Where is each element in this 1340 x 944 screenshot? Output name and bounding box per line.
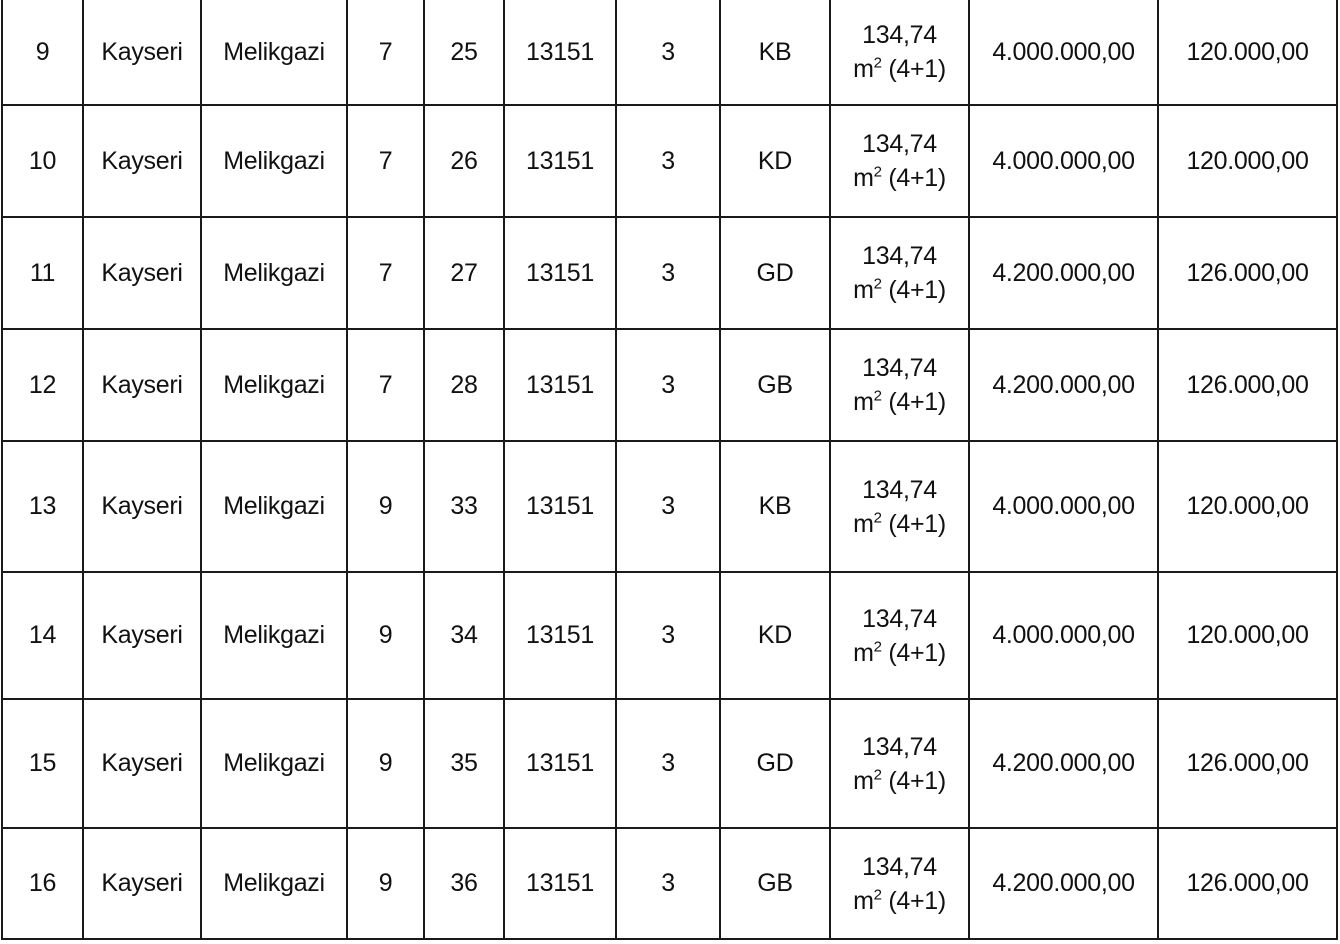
table-row (2, 572, 1337, 699)
unit-cell: 36 (424, 828, 504, 939)
table-row (2, 217, 1337, 329)
area-exponent: 2 (873, 387, 882, 405)
area-unit: m (853, 276, 874, 304)
block-cell: 9 (347, 699, 424, 828)
floor-cell: 3 (616, 441, 720, 572)
area-cell (830, 572, 969, 699)
district-cell: Melikgazi (201, 572, 347, 699)
area-detail (831, 887, 968, 915)
area-exponent: 2 (873, 54, 882, 72)
block-cell: 9 (347, 572, 424, 699)
row-number: 15 (2, 699, 83, 828)
parcel-cell: 13151 (504, 0, 616, 105)
district-cell: Melikgazi (201, 217, 347, 329)
unit-cell: 33 (424, 441, 504, 572)
area-rooms: (4+1) (881, 766, 946, 795)
price-cell: 4.000.000,00 (969, 572, 1158, 699)
area-exponent: 2 (873, 766, 882, 784)
area-rooms: (4+1) (881, 55, 946, 83)
city-cell: Kayseri (83, 105, 201, 217)
table-row (2, 105, 1337, 217)
area-value: 134,74 (862, 130, 937, 158)
area-exponent: 2 (873, 886, 882, 904)
price-cell: 4.000.000,00 (969, 0, 1158, 105)
facade-cell: KB (720, 0, 830, 105)
area-cell (830, 329, 969, 441)
city-cell: Kayseri (83, 699, 201, 828)
facade-cell: GB (720, 828, 830, 939)
floor-cell: 3 (616, 217, 720, 329)
area-unit: m (853, 766, 874, 795)
property-listing-table (1, 0, 1338, 940)
area-cell (830, 699, 969, 828)
parcel-cell: 13151 (504, 105, 616, 217)
facade-cell: GD (720, 217, 830, 329)
area-value: 134,74 (862, 21, 937, 49)
area-value: 134,74 (862, 242, 937, 270)
area-cell (830, 828, 969, 939)
block-cell: 7 (347, 217, 424, 329)
block-cell: 9 (347, 441, 424, 572)
city-cell: Kayseri (83, 572, 201, 699)
unit-cell: 27 (424, 217, 504, 329)
parcel-cell: 13151 (504, 217, 616, 329)
area-exponent: 2 (873, 275, 882, 293)
area-unit: m (853, 638, 874, 667)
row-number: 10 (2, 105, 83, 217)
unit-cell: 25 (424, 0, 504, 105)
area-unit: m (853, 886, 874, 915)
floor-cell: 3 (616, 572, 720, 699)
parcel-cell: 13151 (504, 699, 616, 828)
area-rooms: (4+1) (881, 276, 946, 304)
floor-cell: 3 (616, 0, 720, 105)
table-body (2, 0, 1337, 939)
deposit-cell: 126.000,00 (1158, 217, 1337, 329)
unit-cell: 28 (424, 329, 504, 441)
table-row (2, 329, 1337, 441)
district-cell: Melikgazi (201, 699, 347, 828)
area-detail (831, 276, 968, 304)
area-detail (831, 767, 968, 795)
area-detail (831, 55, 968, 83)
unit-cell: 35 (424, 699, 504, 828)
area-exponent: 2 (873, 509, 882, 527)
table-row (2, 699, 1337, 828)
unit-cell: 26 (424, 105, 504, 217)
area-value: 134,74 (862, 852, 937, 881)
row-number: 13 (2, 441, 83, 572)
block-cell: 7 (347, 329, 424, 441)
block-cell: 9 (347, 828, 424, 939)
deposit-cell: 120.000,00 (1158, 441, 1337, 572)
block-cell: 7 (347, 105, 424, 217)
row-number: 16 (2, 828, 83, 939)
price-cell: 4.000.000,00 (969, 441, 1158, 572)
floor-cell: 3 (616, 329, 720, 441)
district-cell: Melikgazi (201, 105, 347, 217)
table-row (2, 441, 1337, 572)
area-value: 134,74 (862, 732, 937, 761)
facade-cell: KB (720, 441, 830, 572)
floor-cell: 3 (616, 699, 720, 828)
area-detail (831, 164, 968, 192)
area-exponent: 2 (873, 638, 882, 656)
district-cell: Melikgazi (201, 441, 347, 572)
deposit-cell: 126.000,00 (1158, 828, 1337, 939)
city-cell: Kayseri (83, 828, 201, 939)
area-detail (831, 639, 968, 667)
city-cell: Kayseri (83, 329, 201, 441)
facade-cell: KD (720, 572, 830, 699)
area-value: 134,74 (862, 475, 937, 504)
price-cell: 4.000.000,00 (969, 105, 1158, 217)
table-row (2, 828, 1337, 939)
district-cell: Melikgazi (201, 0, 347, 105)
area-unit: m (853, 388, 874, 416)
deposit-cell: 120.000,00 (1158, 0, 1337, 105)
district-cell: Melikgazi (201, 329, 347, 441)
row-number: 12 (2, 329, 83, 441)
area-rooms: (4+1) (881, 638, 946, 667)
deposit-cell: 120.000,00 (1158, 572, 1337, 699)
area-unit: m (853, 509, 874, 538)
city-cell: Kayseri (83, 0, 201, 105)
parcel-cell: 13151 (504, 329, 616, 441)
deposit-cell: 126.000,00 (1158, 699, 1337, 828)
unit-cell: 34 (424, 572, 504, 699)
city-cell: Kayseri (83, 441, 201, 572)
floor-cell: 3 (616, 828, 720, 939)
area-unit: m (853, 164, 874, 192)
price-cell: 4.200.000,00 (969, 828, 1158, 939)
parcel-cell: 13151 (504, 828, 616, 939)
facade-cell: KD (720, 105, 830, 217)
area-cell (830, 217, 969, 329)
table-row (2, 0, 1337, 105)
facade-cell: GB (720, 329, 830, 441)
row-number: 14 (2, 572, 83, 699)
area-value: 134,74 (862, 354, 937, 382)
area-cell (830, 0, 969, 105)
price-cell: 4.200.000,00 (969, 217, 1158, 329)
facade-cell: GD (720, 699, 830, 828)
area-cell (830, 441, 969, 572)
area-cell (830, 105, 969, 217)
parcel-cell: 13151 (504, 572, 616, 699)
area-unit: m (853, 55, 874, 83)
area-detail (831, 510, 968, 538)
area-rooms: (4+1) (881, 388, 946, 416)
row-number: 11 (2, 217, 83, 329)
deposit-cell: 126.000,00 (1158, 329, 1337, 441)
area-detail (831, 388, 968, 416)
area-exponent: 2 (873, 163, 882, 181)
area-rooms: (4+1) (881, 886, 946, 915)
parcel-cell: 13151 (504, 441, 616, 572)
price-cell: 4.200.000,00 (969, 699, 1158, 828)
row-number: 9 (2, 0, 83, 105)
city-cell: Kayseri (83, 217, 201, 329)
area-value: 134,74 (862, 604, 937, 633)
block-cell: 7 (347, 0, 424, 105)
area-rooms: (4+1) (881, 509, 946, 538)
deposit-cell: 120.000,00 (1158, 105, 1337, 217)
price-cell: 4.200.000,00 (969, 329, 1158, 441)
district-cell: Melikgazi (201, 828, 347, 939)
area-rooms: (4+1) (881, 164, 946, 192)
floor-cell: 3 (616, 105, 720, 217)
